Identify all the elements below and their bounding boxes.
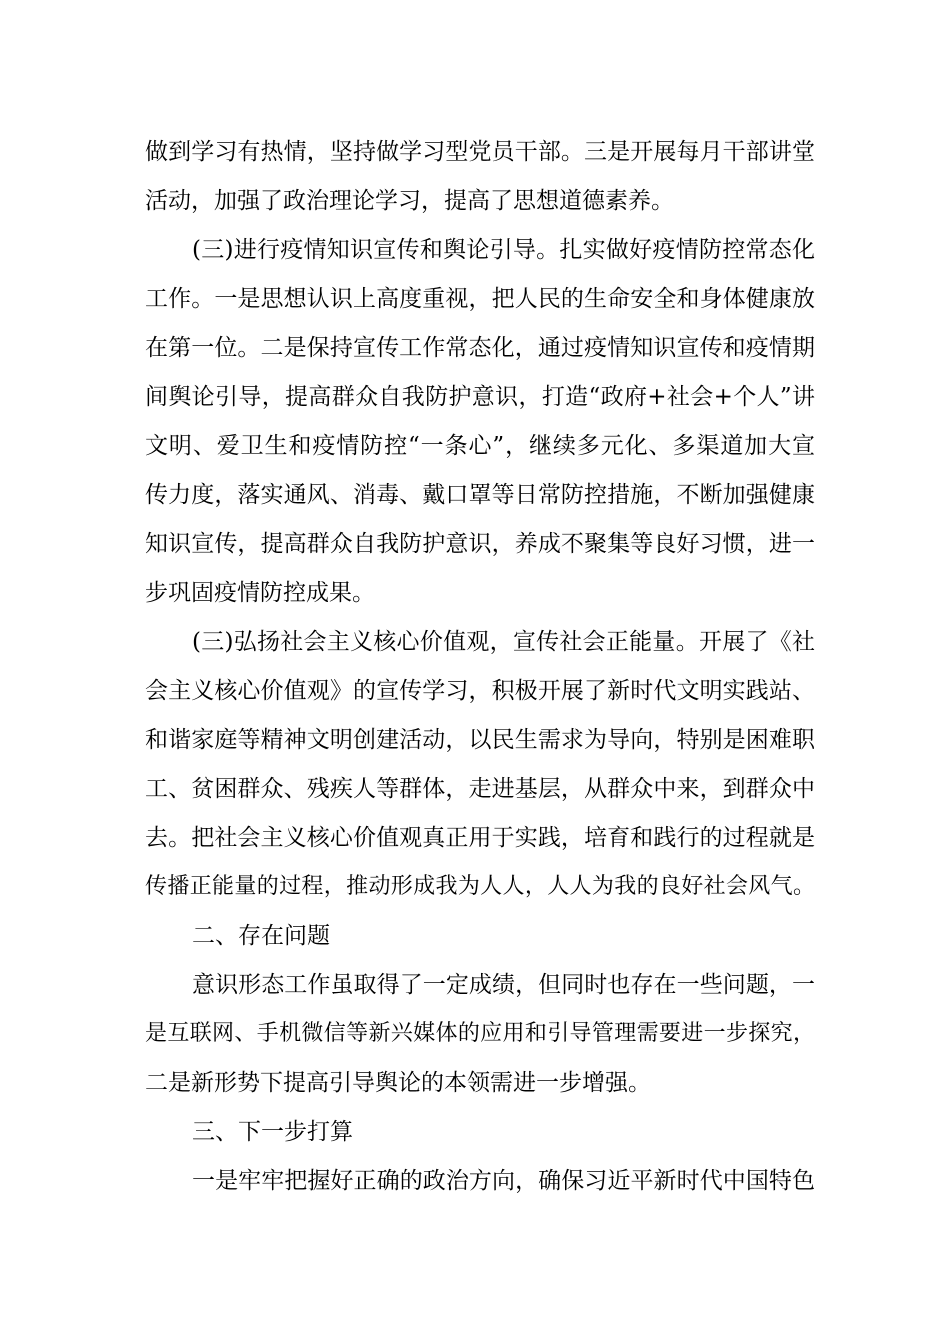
section-heading: 二、存在问题 [192,923,330,949]
text-line: 二是新形势下提高引导舆论的本领需进一步增强。 [145,1070,651,1096]
text-line: 知识宣传，提高群众自我防护意识，养成不聚集等良好习惯，进一 [145,531,815,557]
text-line: 会主义核心价值观》的宣传学习，积极开展了新时代文明实践站、 [145,678,815,704]
text-line: 意识形态工作虽取得了一定成绩，但同时也存在一些问题，一 [192,972,815,998]
paragraph-heading: (三)弘扬社会主义核心价值观，宣传社会正能量。开展了《社 [192,629,815,655]
text-line: 传力度，落实通风、消毒、戴口罩等日常防控措施，不断加强健康 [145,482,815,508]
text-line: 间舆论引导，提高群众自我防护意识，打造“政府+社会+个人”讲 [145,384,815,410]
text-line: 步巩固疫情防控成果。 [145,580,375,606]
text-line: 是互联网、手机微信等新兴媒体的应用和引导管理需要进一步探究， [145,1021,815,1046]
text-line: 在第一位。二是保持宣传工作常态化，通过疫情知识宣传和疫情期 [145,335,815,361]
text-line: 和谐家庭等精神文明创建活动，以民生需求为导向，特别是困难职 [145,727,815,753]
paragraph-heading: (三)进行疫情知识宣传和舆论引导。扎实做好疫情防控常态化 [192,237,815,263]
text-line: 工作。一是思想认识上高度重视，把人民的生命安全和身体健康放 [145,286,815,312]
text-line: 一是牢牢把握好正确的政治方向，确保习近平新时代中国特色 [192,1168,815,1194]
text-line: 活动，加强了政治理论学习，提高了思想道德素养。 [145,188,674,214]
section-heading: 三、下一步打算 [192,1119,353,1145]
text-line: 做到学习有热情，坚持做学习型党员干部。三是开展每月干部讲堂 [145,139,815,165]
text-line: 去。把社会主义核心价值观真正用于实践，培育和践行的过程就是 [145,825,815,851]
text-line: 文明、爱卫生和疫情防控“一条心”，继续多元化、多渠道加大宣 [145,433,815,459]
text-line: 工、贫困群众、残疾人等群体，走进基层，从群众中来，到群众中 [145,776,815,802]
text-line: 传播正能量的过程，推动形成我为人人，人人为我的良好社会风气。 [145,874,815,899]
